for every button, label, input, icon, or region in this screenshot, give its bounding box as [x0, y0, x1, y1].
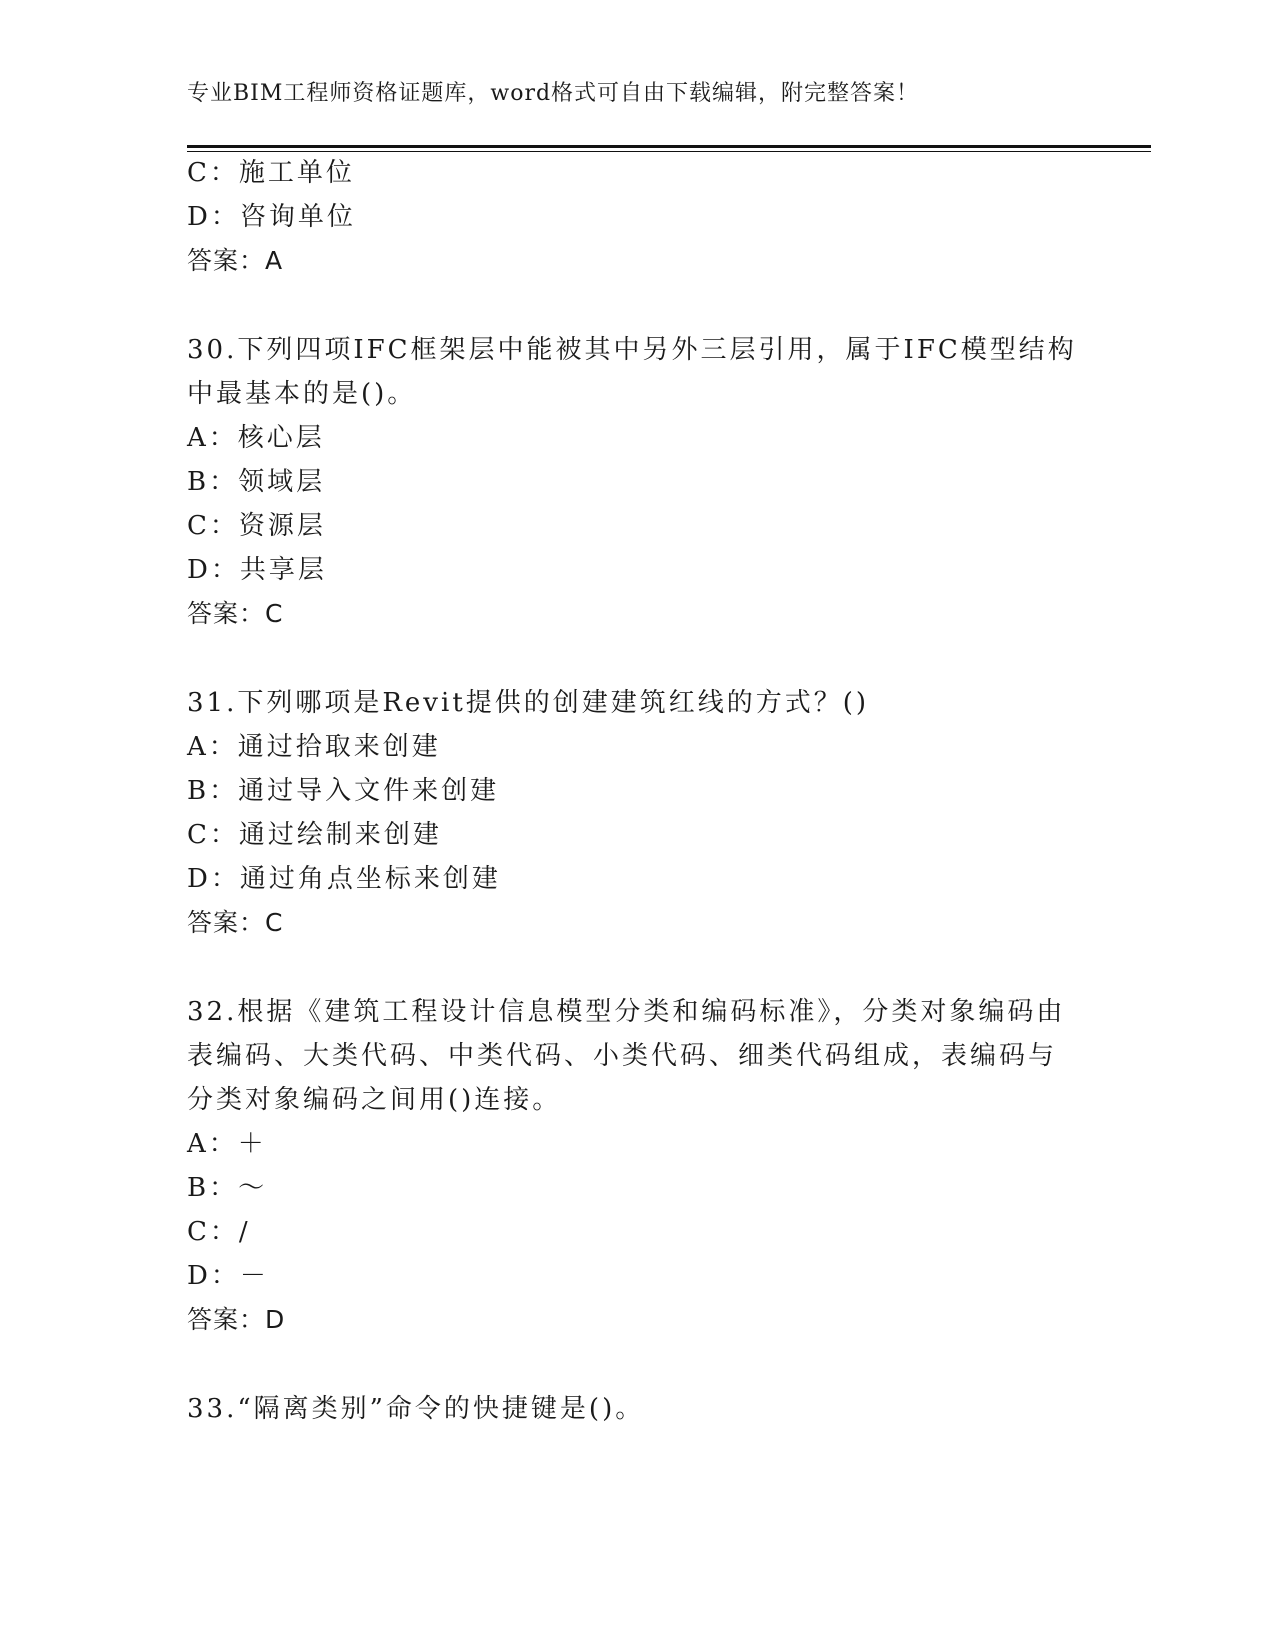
q31-stem-line-1: 31.下列哪项是Revit提供的创建建筑红线的方式？()	[187, 688, 870, 718]
q32-stem-line-2: 表编码、大类代码、中类代码、小类代码、细类代码组成，表编码与	[187, 1041, 1058, 1071]
q32-option-d: D：－	[187, 1261, 269, 1291]
q32-stem-line-1: 32.根据《建筑工程设计信息模型分类和编码标准》，分类对象编码由	[187, 997, 1066, 1027]
header-rule-thick	[187, 145, 1151, 148]
page-header: 专业BIM工程师资格证题库，word格式可自由下载编辑，附完整答案！	[187, 81, 920, 106]
q30-answer: 答案：C	[187, 599, 284, 628]
prev-option-d: D：咨询单位	[187, 202, 356, 232]
q31-option-d: D：通过角点坐标来创建	[187, 864, 501, 894]
q31-option-c: C：通过绘制来创建	[187, 820, 442, 850]
prev-option-c: C：施工单位	[187, 158, 355, 188]
q30-option-c: C：资源层	[187, 511, 326, 541]
q31-option-a: A：通过拾取来创建	[187, 732, 441, 762]
header-rule-thin	[187, 151, 1151, 152]
q30-option-b: B：领域层	[187, 467, 326, 497]
q32-option-c: C：/	[187, 1217, 251, 1247]
q31-answer: 答案：C	[187, 908, 284, 937]
q32-stem-line-3: 分类对象编码之间用()连接。	[187, 1085, 562, 1115]
q31-option-b: B：通过导入文件来创建	[187, 776, 500, 806]
q32-answer: 答案：D	[187, 1305, 286, 1334]
q30-stem-line-1: 30.下列四项IFC框架层中能被其中另外三层引用，属于IFC模型结构	[187, 335, 1077, 365]
prev-answer: 答案：A	[187, 246, 284, 275]
q32-option-a: A：＋	[187, 1129, 267, 1159]
q33-stem-line-1: 33.“隔离类别”命令的快捷键是()。	[187, 1394, 645, 1424]
q30-option-d: D：共享层	[187, 555, 327, 585]
q30-option-a: A：核心层	[187, 423, 325, 453]
q32-option-b: B：～	[187, 1173, 268, 1203]
q30-stem-line-2: 中最基本的是()。	[187, 379, 417, 409]
